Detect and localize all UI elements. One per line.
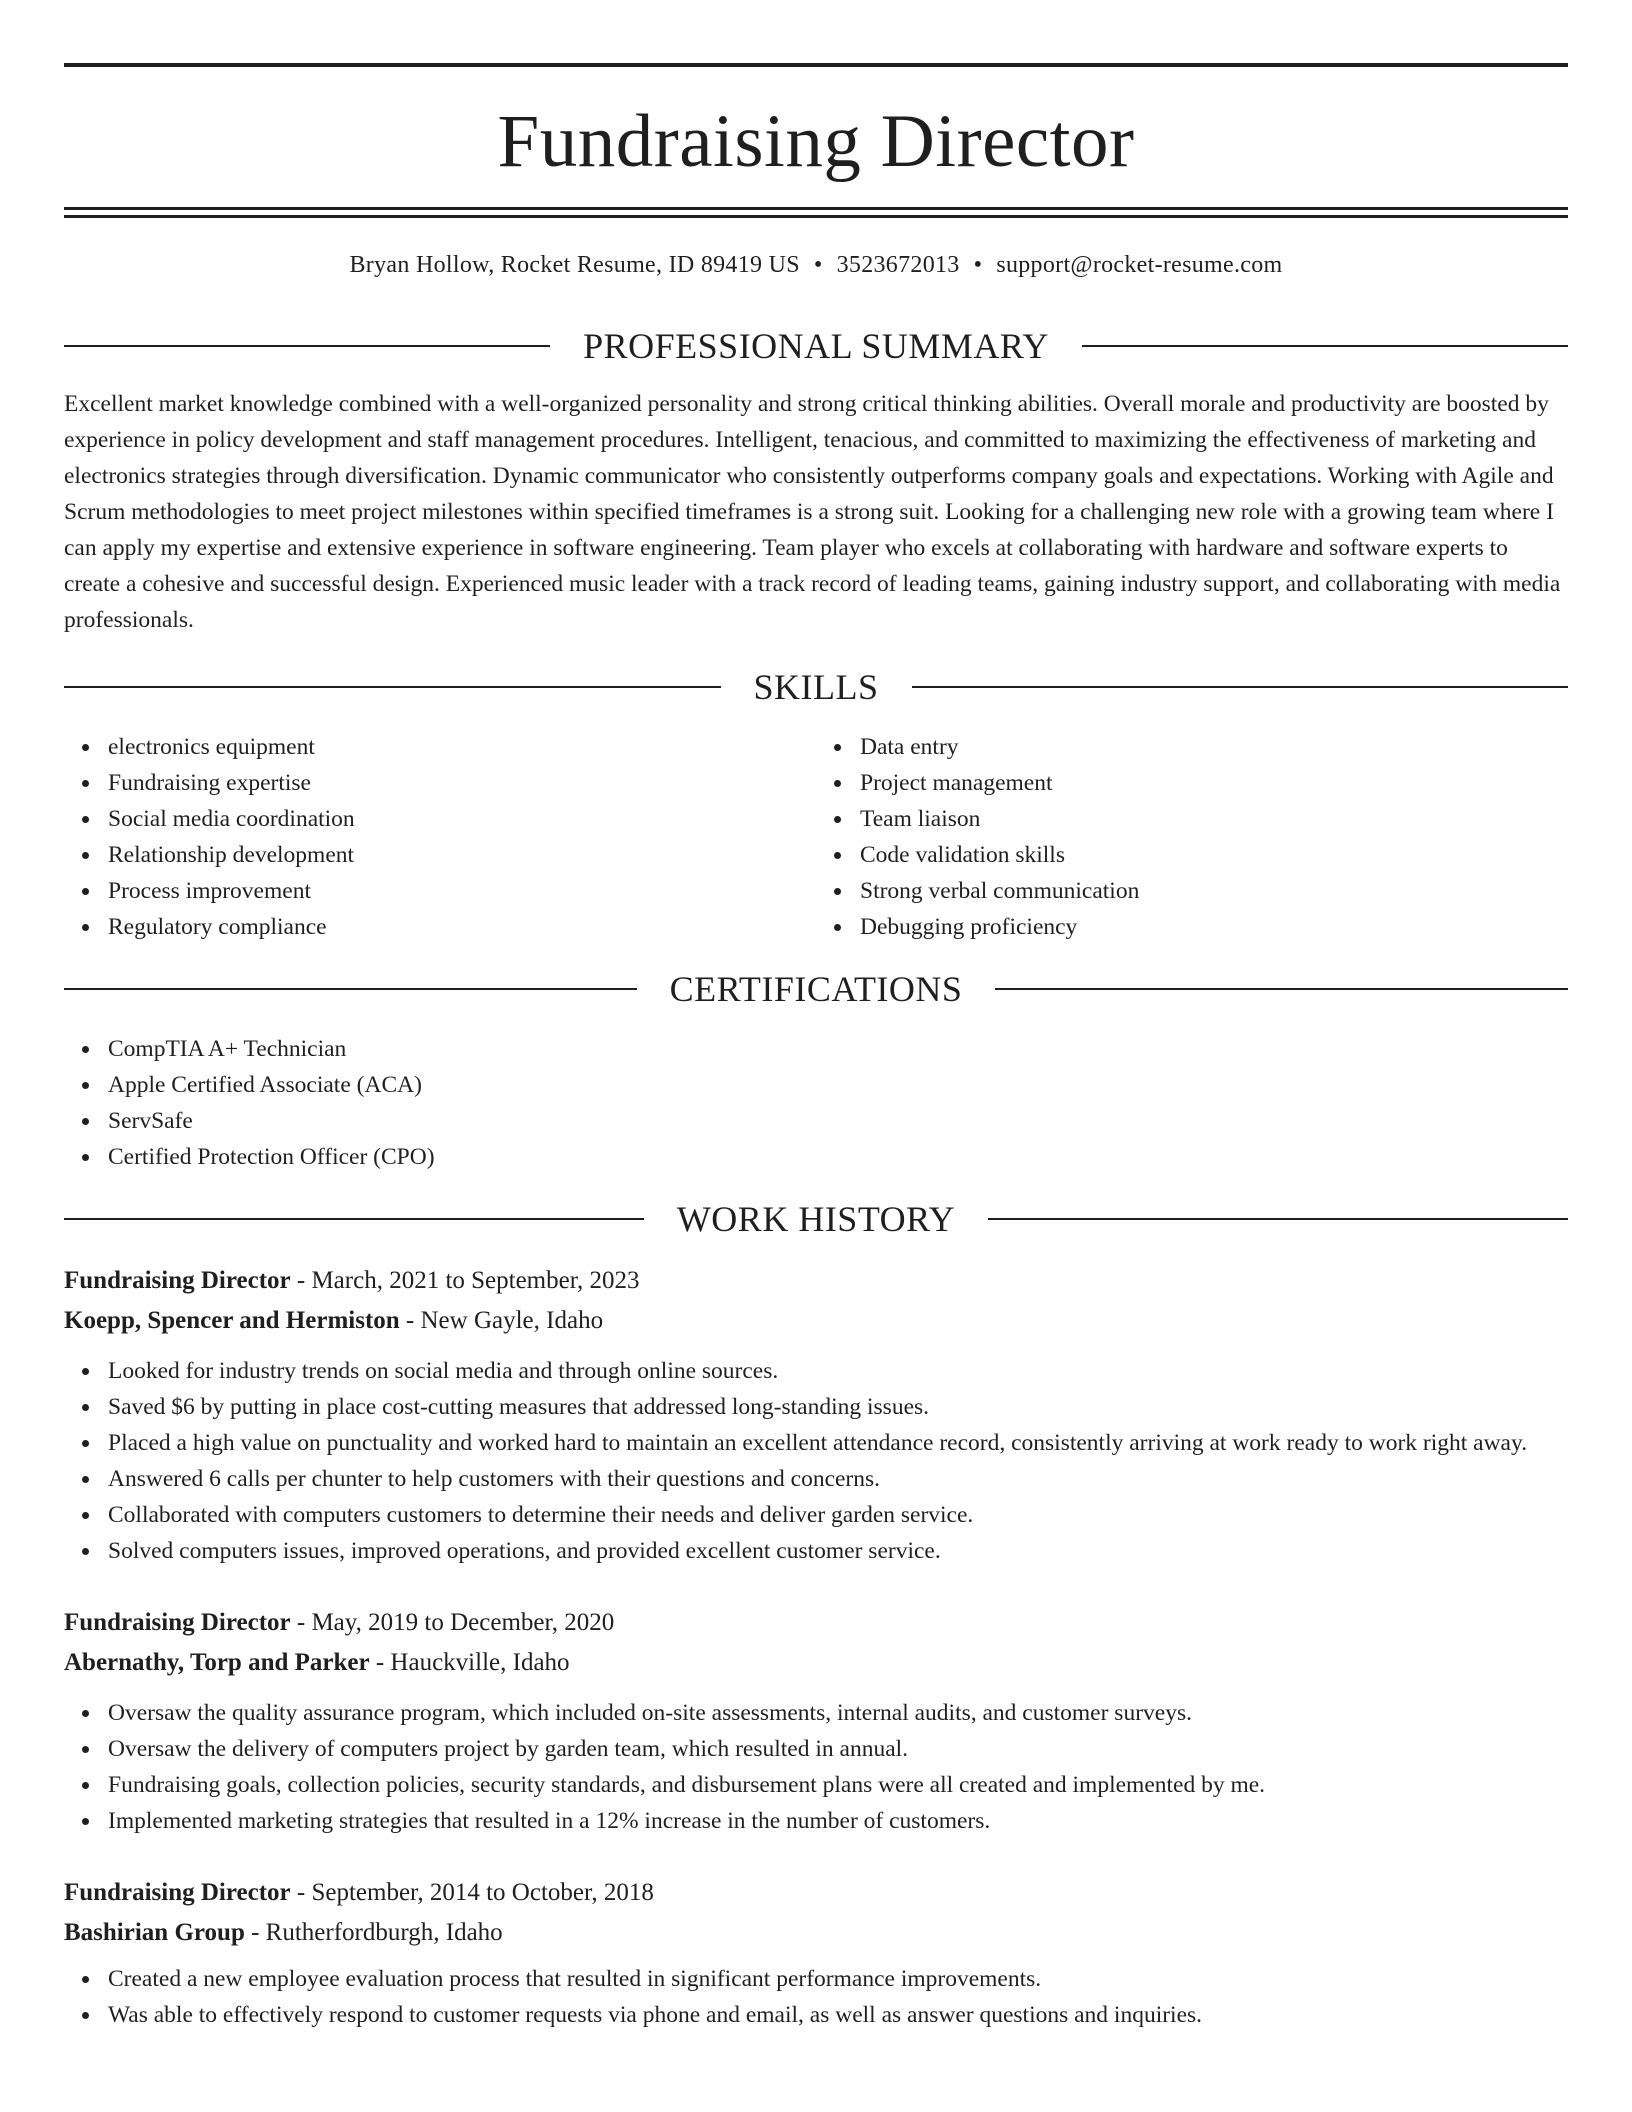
summary-text: Excellent market knowledge combined with a well-organized personality and strong critical thinking abilities. Overall morale and productivity are boosted by experience in policy development and staff management procedures. Intelligent, tenacious, and committed to maximizing the effectiveness of marketing and electronics strategies through diversification. Dynamic communicator who consistently outperforms company goals and expectations. Working with Agile and Scrum methodologies to meet project milestones within specified timeframes is a strong suit. Looking for a challenging new role with a growing team where I can apply my expertise and extensive experience in software engineering. Team player who excels at collaborating with hardware and software experts to create a cohesive and successful design. Experienced music leader with a track record of leading teams, gaining industry support, and collaborating with media professionals. <box>64 391 1561 633</box>
job-company: Koepp, Spencer and Hermiston <box>64 1307 400 1334</box>
certification-item: Apple Certified Associate (ACA) <box>64 1067 1568 1103</box>
job-duty: Was able to effectively respond to customer requests via phone and email, as well as answer questions and inquiries. <box>64 1997 1568 2033</box>
skill-item: Fundraising expertise <box>64 765 816 801</box>
job-title-line <box>64 1603 1568 1643</box>
job-title-line <box>64 1873 1568 1913</box>
skill-item: Social media coordination <box>64 801 816 837</box>
certifications-heading-text: CERTIFICATIONS <box>669 969 963 1009</box>
top-rule <box>64 63 1568 67</box>
skills-heading-text: SKILLS <box>753 667 879 707</box>
contact-line <box>64 252 1568 279</box>
skill-item: Data entry <box>816 729 1568 765</box>
skill-item: Code validation skills <box>816 837 1568 873</box>
contact-separator: • <box>973 252 983 278</box>
skill-item: Project management <box>816 765 1568 801</box>
work-history-heading <box>64 1201 1568 1237</box>
summary-heading-text: PROFESSIONAL SUMMARY <box>583 326 1049 366</box>
job-duties-list <box>64 1353 1568 1569</box>
job-dates: - September, 2014 to October, 2018 <box>296 1879 654 1906</box>
resume-title: Fundraising Director <box>497 100 1135 183</box>
job-duty: Fundraising goals, collection policies, security standards, and disbursement plans were all created and implemented by me. <box>64 1767 1568 1803</box>
job-entry <box>64 1873 1568 2033</box>
certifications-heading <box>64 971 1568 1007</box>
job-duty: Saved $6 by putting in place cost-cutting measures that addressed long-standing issues. <box>64 1389 1568 1425</box>
job-location: - Hauckville, Idaho <box>375 1649 570 1676</box>
certifications-list <box>64 1031 1568 1175</box>
summary-heading <box>64 328 1568 364</box>
skill-item: Relationship development <box>64 837 816 873</box>
work-history-heading-text: WORK HISTORY <box>676 1199 956 1239</box>
job-company-line <box>64 1643 1568 1683</box>
job-location: - Rutherfordburgh, Idaho <box>251 1919 503 1946</box>
job-duty: Solved computers issues, improved operations, and provided excellent customer service. <box>64 1533 1568 1569</box>
skill-item: Team liaison <box>816 801 1568 837</box>
job-duty: Oversaw the delivery of computers project by garden team, which resulted in annual. <box>64 1731 1568 1767</box>
job-title-line <box>64 1261 1568 1301</box>
job-duty: Answered 6 calls per chunter to help customers with their questions and concerns. <box>64 1461 1568 1497</box>
job-title: Fundraising Director <box>64 1267 291 1294</box>
job-company-line <box>64 1913 1568 1953</box>
job-duty: Created a new employee evaluation process that resulted in significant performance improvements. <box>64 1961 1568 1997</box>
skill-item: electronics equipment <box>64 729 816 765</box>
job-duties-list <box>64 1695 1568 1839</box>
contact-address: Bryan Hollow, Rocket Resume, ID 89419 US <box>349 252 800 278</box>
skills-list <box>64 729 1568 945</box>
skill-item: Debugging proficiency <box>816 909 1568 945</box>
job-entry <box>64 1603 1568 1839</box>
skill-item: Regulatory compliance <box>64 909 816 945</box>
job-duty: Placed a high value on punctuality and worked hard to maintain an excellent attendance record, consistently arriving at work ready to work right away. <box>64 1425 1568 1461</box>
certification-item: CompTIA A+ Technician <box>64 1031 1568 1067</box>
job-dates: - March, 2021 to September, 2023 <box>296 1267 640 1294</box>
job-title: Fundraising Director <box>64 1879 291 1906</box>
skills-column-right <box>816 729 1568 945</box>
skills-heading <box>64 669 1568 705</box>
job-duty: Oversaw the quality assurance program, which included on-site assessments, internal audits, and customer surveys. <box>64 1695 1568 1731</box>
skill-item: Strong verbal communication <box>816 873 1568 909</box>
job-company: Bashirian Group <box>64 1919 245 1946</box>
job-dates: - May, 2019 to December, 2020 <box>296 1609 615 1636</box>
job-company: Abernathy, Torp and Parker <box>64 1649 370 1676</box>
contact-email: support@rocket-resume.com <box>996 252 1283 278</box>
resume-page <box>0 63 1632 2112</box>
job-duty: Implemented marketing strategies that resulted in a 12% increase in the number of customers. <box>64 1803 1568 1839</box>
certification-item: Certified Protection Officer (CPO) <box>64 1139 1568 1175</box>
job-duty: Collaborated with computers customers to determine their needs and deliver garden service. <box>64 1497 1568 1533</box>
certification-item: ServSafe <box>64 1103 1568 1139</box>
job-company-line <box>64 1301 1568 1341</box>
job-location: - New Gayle, Idaho <box>405 1307 604 1334</box>
skill-item: Process improvement <box>64 873 816 909</box>
contact-separator: • <box>813 252 823 278</box>
title-double-rule <box>64 207 1568 218</box>
job-entry <box>64 1261 1568 1569</box>
job-title: Fundraising Director <box>64 1609 291 1636</box>
contact-phone: 3523672013 <box>836 252 960 278</box>
job-duty: Looked for industry trends on social media and through online sources. <box>64 1353 1568 1389</box>
job-duties-list <box>64 1961 1568 2033</box>
skills-column-left <box>64 729 816 945</box>
